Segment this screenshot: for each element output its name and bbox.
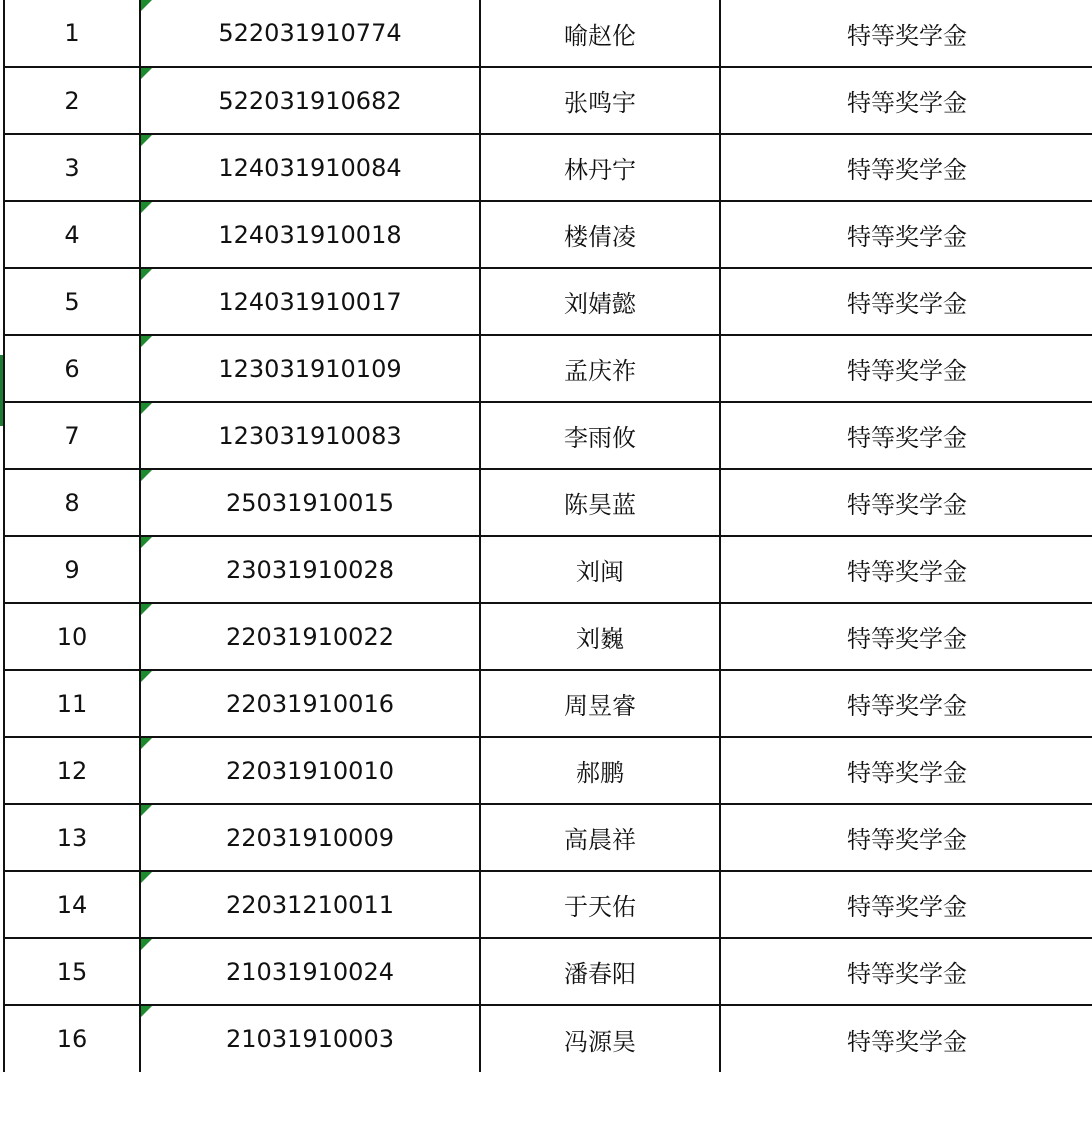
index-cell[interactable] (4, 871, 140, 938)
index-cell-text: 2 (64, 86, 80, 115)
index-cell[interactable] (4, 67, 140, 134)
name-cell-text: 潘春阳 (564, 960, 636, 988)
award-cell[interactable] (720, 469, 1092, 536)
student-id-cell-text: 22031910016 (226, 689, 394, 718)
name-cell-text: 林丹宁 (564, 156, 636, 184)
student-id-cell-text: 25031910015 (226, 488, 394, 517)
name-cell[interactable] (480, 603, 720, 670)
award-cell-text: 特等奖学金 (847, 960, 967, 988)
name-cell-text: 孟庆祚 (564, 357, 636, 385)
table-row (4, 335, 1092, 402)
student-id-cell-text: 124031910084 (218, 153, 402, 182)
award-cell[interactable] (720, 268, 1092, 335)
student-id-cell-text: 124031910017 (218, 287, 402, 316)
name-cell-text: 楼倩凌 (564, 223, 636, 251)
number-as-text-flag-icon (141, 1006, 152, 1017)
name-cell-text: 郝鹏 (576, 759, 624, 787)
award-cell-text: 特等奖学金 (847, 491, 967, 519)
award-cell-text: 特等奖学金 (847, 357, 967, 385)
award-cell-text: 特等奖学金 (847, 558, 967, 586)
award-cell[interactable] (720, 134, 1092, 201)
award-cell[interactable] (720, 670, 1092, 737)
index-cell-text: 1 (64, 19, 80, 47)
award-cell-text: 特等奖学金 (847, 290, 967, 318)
name-cell[interactable] (480, 402, 720, 469)
index-cell-text: 8 (64, 488, 80, 517)
award-cell[interactable] (720, 938, 1092, 1005)
student-id-cell[interactable] (140, 804, 480, 871)
award-cell-text: 特等奖学金 (847, 893, 967, 921)
student-id-cell-text: 522031910774 (218, 19, 402, 47)
award-cell-text: 特等奖学金 (847, 21, 967, 50)
scholarship-table (3, 0, 1092, 1072)
table-row (4, 938, 1092, 1005)
award-cell[interactable] (720, 335, 1092, 402)
student-id-cell[interactable] (140, 402, 480, 469)
award-cell[interactable] (720, 536, 1092, 603)
number-as-text-flag-icon (141, 939, 152, 950)
name-cell[interactable] (480, 804, 720, 871)
student-id-cell-text: 22031210011 (226, 890, 394, 919)
award-cell[interactable] (720, 67, 1092, 134)
student-id-cell[interactable] (140, 268, 480, 335)
number-as-text-flag-icon (141, 135, 152, 146)
table-row (4, 603, 1092, 670)
index-cell-text: 13 (56, 823, 88, 852)
award-cell-text: 特等奖学金 (847, 424, 967, 452)
award-cell[interactable] (720, 201, 1092, 268)
table-row (4, 134, 1092, 201)
student-id-cell[interactable] (140, 67, 480, 134)
name-cell[interactable] (480, 469, 720, 536)
index-cell[interactable] (4, 402, 140, 469)
name-cell-text: 喻赵伦 (564, 21, 636, 50)
index-cell-text: 9 (64, 555, 80, 584)
table-row (4, 871, 1092, 938)
index-cell[interactable] (4, 134, 140, 201)
name-cell[interactable] (480, 938, 720, 1005)
award-cell-text: 特等奖学金 (847, 156, 967, 184)
table-row (4, 670, 1092, 737)
student-id-cell[interactable] (140, 737, 480, 804)
award-cell-text: 特等奖学金 (847, 692, 967, 720)
student-id-cell[interactable] (140, 134, 480, 201)
number-as-text-flag-icon (141, 68, 152, 79)
number-as-text-flag-icon (141, 269, 152, 280)
name-cell-text: 高晨祥 (564, 826, 636, 854)
index-cell-text: 7 (64, 421, 80, 450)
number-as-text-flag-icon (141, 0, 152, 11)
award-cell[interactable] (720, 871, 1092, 938)
table-row (4, 737, 1092, 804)
student-id-cell-text: 21031910003 (226, 1025, 394, 1053)
index-cell[interactable] (4, 335, 140, 402)
student-id-cell[interactable] (140, 335, 480, 402)
student-id-cell-text: 22031910022 (226, 622, 394, 651)
award-cell-text: 特等奖学金 (847, 826, 967, 854)
name-cell[interactable] (480, 536, 720, 603)
student-id-cell-text: 123031910109 (218, 354, 402, 383)
student-id-cell[interactable] (140, 536, 480, 603)
name-cell-text: 刘闽 (576, 558, 624, 586)
index-cell-text: 11 (56, 689, 88, 718)
index-cell[interactable] (4, 670, 140, 737)
table-body (4, 0, 1092, 1072)
name-cell[interactable] (480, 0, 720, 67)
number-as-text-flag-icon (141, 202, 152, 213)
name-cell[interactable] (480, 1005, 720, 1072)
index-cell-text: 10 (56, 622, 88, 651)
index-cell[interactable] (4, 1005, 140, 1072)
table-row (4, 201, 1092, 268)
index-cell[interactable] (4, 268, 140, 335)
number-as-text-flag-icon (141, 403, 152, 414)
award-cell[interactable] (720, 804, 1092, 871)
student-id-cell[interactable] (140, 469, 480, 536)
index-cell[interactable] (4, 469, 140, 536)
award-cell[interactable] (720, 402, 1092, 469)
table-row (4, 1005, 1092, 1072)
index-cell[interactable] (4, 737, 140, 804)
student-id-cell-text: 22031910009 (226, 823, 394, 852)
number-as-text-flag-icon (141, 604, 152, 615)
student-id-cell-text: 21031910024 (226, 957, 394, 986)
number-as-text-flag-icon (141, 336, 152, 347)
student-id-cell[interactable] (140, 201, 480, 268)
name-cell[interactable] (480, 268, 720, 335)
award-cell[interactable] (720, 0, 1092, 67)
index-cell[interactable] (4, 938, 140, 1005)
table-row (4, 804, 1092, 871)
name-cell[interactable] (480, 67, 720, 134)
table-row (4, 0, 1092, 67)
table-row (4, 402, 1092, 469)
number-as-text-flag-icon (141, 738, 152, 749)
index-cell-text: 6 (64, 354, 80, 383)
name-cell-text: 于天佑 (564, 893, 636, 921)
student-id-cell-text: 123031910083 (218, 421, 402, 450)
table-row (4, 536, 1092, 603)
award-cell-text: 特等奖学金 (847, 89, 967, 117)
student-id-cell-text: 522031910682 (218, 86, 402, 115)
name-cell[interactable] (480, 670, 720, 737)
award-cell[interactable] (720, 1005, 1092, 1072)
student-id-cell[interactable] (140, 871, 480, 938)
name-cell-text: 冯源昊 (564, 1027, 636, 1056)
name-cell-text: 张鸣宇 (564, 89, 636, 117)
index-cell-text: 15 (56, 957, 88, 986)
index-cell[interactable] (4, 603, 140, 670)
award-cell-text: 特等奖学金 (847, 1027, 967, 1056)
student-id-cell[interactable] (140, 0, 480, 67)
index-cell-text: 3 (64, 153, 80, 182)
name-cell-text: 刘巍 (576, 625, 624, 653)
student-id-cell-text: 124031910018 (218, 220, 402, 249)
table-row (4, 268, 1092, 335)
name-cell[interactable] (480, 871, 720, 938)
table-row (4, 469, 1092, 536)
award-cell-text: 特等奖学金 (847, 223, 967, 251)
student-id-cell-text: 22031910010 (226, 756, 394, 785)
index-cell-text: 16 (56, 1025, 88, 1053)
award-cell-text: 特等奖学金 (847, 625, 967, 653)
index-cell-text: 4 (64, 220, 80, 249)
number-as-text-flag-icon (141, 805, 152, 816)
index-cell[interactable] (4, 201, 140, 268)
award-cell[interactable] (720, 603, 1092, 670)
name-cell-text: 刘婧懿 (564, 290, 636, 318)
number-as-text-flag-icon (141, 470, 152, 481)
index-cell[interactable] (4, 536, 140, 603)
number-as-text-flag-icon (141, 537, 152, 548)
name-cell[interactable] (480, 737, 720, 804)
award-cell-text: 特等奖学金 (847, 759, 967, 787)
index-cell-text: 5 (64, 287, 80, 316)
index-cell[interactable] (4, 0, 140, 67)
name-cell[interactable] (480, 134, 720, 201)
name-cell-text: 周昱睿 (564, 692, 636, 720)
student-id-cell[interactable] (140, 938, 480, 1005)
name-cell[interactable] (480, 201, 720, 268)
name-cell-text: 陈昊蓝 (564, 491, 636, 519)
index-cell[interactable] (4, 804, 140, 871)
index-cell-text: 14 (56, 890, 88, 919)
award-cell[interactable] (720, 737, 1092, 804)
student-id-cell-text: 23031910028 (226, 555, 394, 584)
index-cell-text: 12 (56, 756, 88, 785)
student-id-cell[interactable] (140, 603, 480, 670)
student-id-cell[interactable] (140, 1005, 480, 1072)
number-as-text-flag-icon (141, 671, 152, 682)
name-cell[interactable] (480, 335, 720, 402)
number-as-text-flag-icon (141, 872, 152, 883)
table-row (4, 67, 1092, 134)
name-cell-text: 李雨攸 (564, 424, 636, 452)
student-id-cell[interactable] (140, 670, 480, 737)
